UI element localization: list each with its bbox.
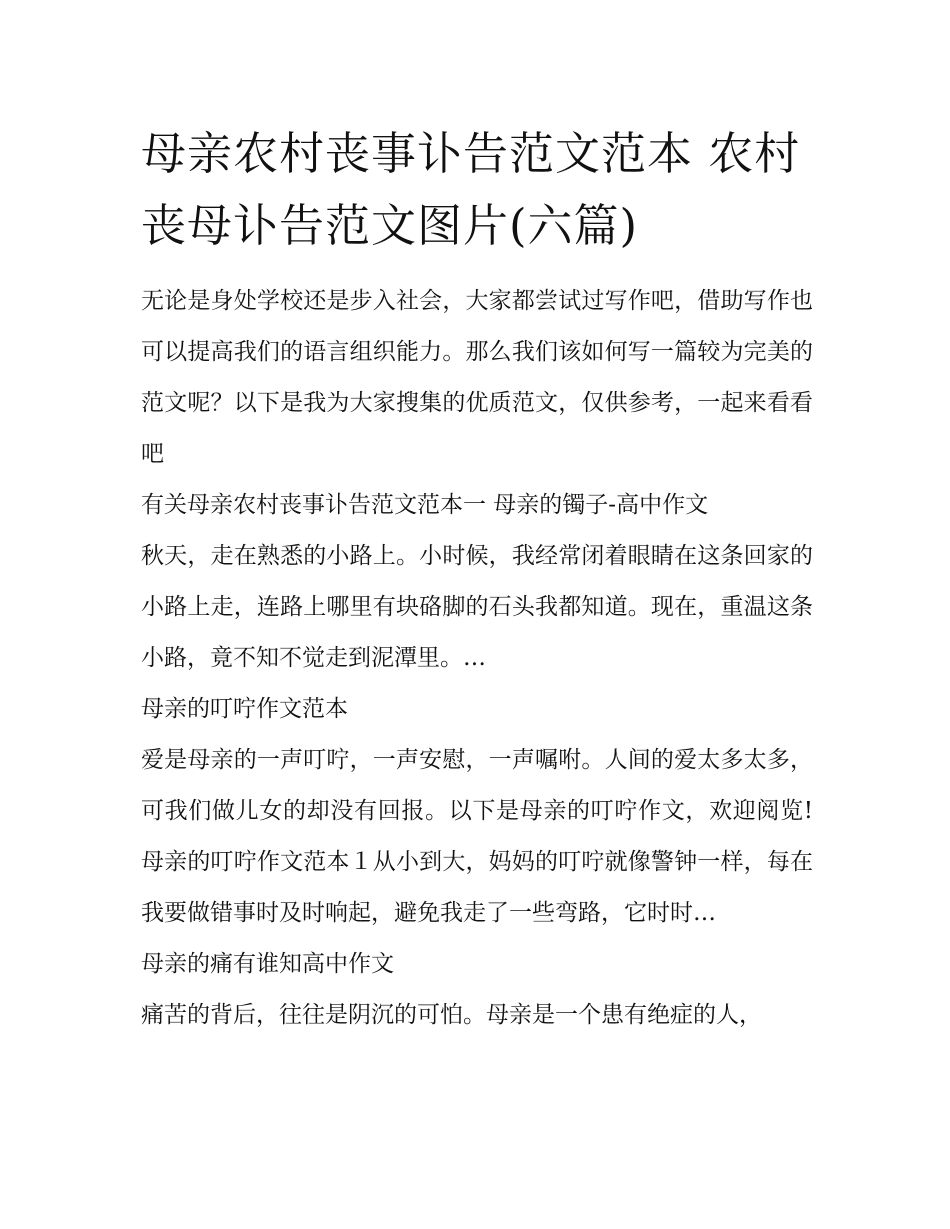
intro-paragraph: 无论是身处学校还是步入社会，大家都尝试过写作吧，借助写作也可以提高我们的语言组织能力。那么我们该如何写一篇较为完美的范文呢？以下是我为大家搜集的优质范文，仅供参考，一起来看看吧 — [141, 288, 813, 467]
section-heading-3: 母亲的痛有谁知高中作文 — [141, 951, 394, 977]
section-paragraph-3: 痛苦的背后，往往是阴沉的可怕。母亲是一个患有绝症的人， — [141, 1002, 762, 1028]
section-paragraph-1: 秋天，走在熟悉的小路上。小时候，我经常闭着眼睛在这条回家的小路上走，连路上哪里有块硌脚的石头我都知道。现在，重温这条小路，竟不知不觉走到泥潭里。… — [141, 543, 813, 671]
section-heading-2: 母亲的叮咛作文范本 — [141, 696, 348, 722]
document-body — [141, 118, 813, 1041]
section-heading-1: 有关母亲农村丧事讣告范文范本一 母亲的镯子-高中作文 — [141, 492, 709, 518]
section-paragraph-2: 爱是母亲的一声叮咛，一声安慰，一声嘱咐。人间的爱太多太多，可我们做儿女的却没有回报。以下是母亲的叮咛作文，欢迎阅览!母亲的叮咛作文范本１从小到大，妈妈的叮咛就像警钟一样，每在我要做错事时及时响起，避免我走了一些弯路，它时时… — [141, 747, 813, 926]
document-title: 母亲农村丧事讣告范文范本 农村丧母讣告范文图片(六篇) — [141, 127, 801, 252]
